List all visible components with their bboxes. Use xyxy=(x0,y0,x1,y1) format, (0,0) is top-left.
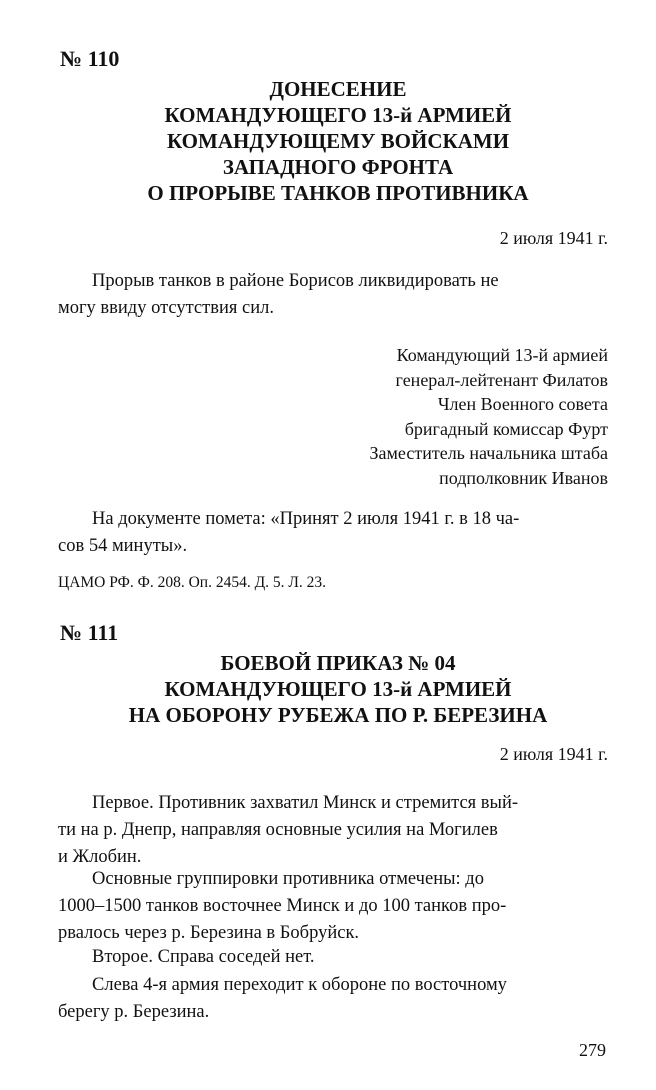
text-line: Слева 4-я армия переходит к обороне по восточному xyxy=(92,975,507,995)
title-line: БОЕВОЙ ПРИКАЗ № 04 xyxy=(220,651,456,675)
archive-reference: ЦАМО РФ. Ф. 208. Оп. 2454. Д. 5. Л. 23. xyxy=(58,574,327,591)
page-number: 279 xyxy=(579,1040,606,1060)
signature-line: Заместитель начальника штаба xyxy=(369,443,608,463)
body-paragraph xyxy=(58,866,618,947)
title-line: КОМАНДУЮЩЕГО 13-й АРМИЕЙ xyxy=(164,103,512,127)
text-line: Основные группировки противника отмечены: до xyxy=(92,869,484,889)
text-line: сов 54 минуты». xyxy=(58,536,188,556)
document-number: № 110 xyxy=(60,46,120,71)
body-paragraph xyxy=(58,790,618,871)
document-note xyxy=(58,506,618,560)
signature-line: подполковник Иванов xyxy=(439,467,608,488)
title-line: ЗАПАДНОГО ФРОНТА xyxy=(222,155,454,179)
body-paragraph xyxy=(58,972,618,1026)
text-line: Первое. Противник захватил Минск и стремится вый- xyxy=(92,793,519,813)
text-line: ти на р. Днепр, направляя основные усилия на Могилев xyxy=(58,820,498,840)
signature-line: генерал-лейтенант Филатов xyxy=(395,369,608,390)
title-line: ДОНЕСЕНИЕ xyxy=(269,77,407,101)
body-paragraph xyxy=(58,944,618,971)
document-title xyxy=(60,76,616,206)
document-title xyxy=(60,650,616,728)
title-line: О ПРОРЫВЕ ТАНКОВ ПРОТИВНИКА xyxy=(147,181,529,205)
document-number: № 111 xyxy=(60,620,119,645)
document-date: 2 июля 1941 г. xyxy=(499,744,608,764)
text-line: Второе. Справа соседей нет. xyxy=(92,947,315,967)
title-line: КОМАНДУЮЩЕГО 13-й АРМИЕЙ xyxy=(164,677,512,701)
document-date: 2 июля 1941 г. xyxy=(499,228,608,248)
signature-block xyxy=(248,343,608,490)
text-line: могу ввиду отсутствия сил. xyxy=(58,298,274,318)
text-line: рвалось через р. Березина в Бобруйск. xyxy=(58,923,360,943)
text-line: Прорыв танков в районе Борисов ликвидировать не xyxy=(92,271,499,291)
title-line: НА ОБОРОНУ РУБЕЖА ПО Р. БЕРЕЗИНА xyxy=(128,703,548,727)
signature-line: Член Военного совета xyxy=(437,394,608,414)
text-line: 1000–1500 танков восточнее Минск и до 100 танков про- xyxy=(58,896,507,916)
signature-line: Командующий 13-й армией xyxy=(396,345,608,365)
text-line: и Жлобин. xyxy=(58,847,142,867)
body-paragraph xyxy=(58,268,618,322)
text-line: берегу р. Березина. xyxy=(58,1002,210,1022)
text-line: На документе помета: «Принят 2 июля 1941 г. в 18 ча- xyxy=(92,509,520,529)
title-line: КОМАНДУЮЩЕМУ ВОЙСКАМИ xyxy=(166,129,510,153)
signature-line: бригадный комиссар Фурт xyxy=(404,418,608,439)
